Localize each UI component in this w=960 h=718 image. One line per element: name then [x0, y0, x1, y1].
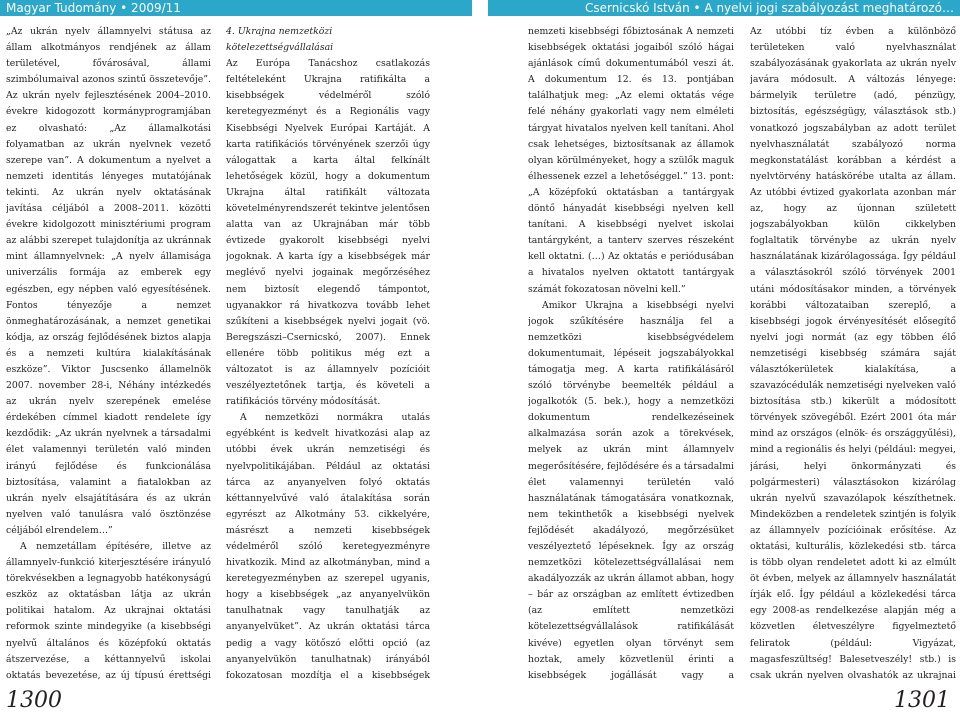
paragraph: „Az ukrán nyelv államnyelvi státusa az állam alkotmányos rendjének az állam területével, fővárosával, állami szimbólumaival azonos szintű összetevője”. Az ukrán nyelv fejlesztésének 2004–2010. évekre kidogozott kormányprogramjában ez olvasható: „Az államalkotási folyamatban az ukrán nyelvnek vezető szerepe van”. A dokumentum a nyelvet a nemzeti identitás lényeges mutatójának tekinti. Az ukrán nyelv oktatásának javítása céljából a 2008–2011. közötti évekre kidolgozott minisztériumi program az alábbi szerepet tulajdonítja az ukránnak mint államnyelvnek: „A nyelv államisága univerzális formája az emberek egy egészben, egy népben való egyesítésének. Fontos tényezője a nemzet önmeghatározásának, a nemzet genetikai kódja, az ország fejlődésének biztos alapja és a nemzeti kultúra kialakításának eszköze”. Viktor Juscsenko államelnök 2007. november 28-i, Néhány intézkedés az ukrán nyelv szerepének emelése érdekében címmel kiadott rendelete így kezdődik: „Az ukrán nyelvnek a társadalmi élet valamennyi területén való minden irányú fejlődése és funkcionálása biztosítása, valamint a fiatalokban az ukrán nyelv elsajátítására és az ukrán nyelven való tanulásra való ösztönzése céljából elrendelem…” — [6, 26, 211, 536]
page-number-left: 1300 — [6, 688, 62, 713]
paragraph: A nemzetközi normákra utalás egyébként is kedvelt hivatkozási alap az utóbbi évek ukrán nemzetiségi és nyelvpolitikájában. Például az oktatási tárca az anyanyelven folyó oktatás kéttannyelvűvé való átalakítása során egyrészt az Alkotmány 53. cikkelyére, másrészt a nemzeti kisebbségek védelméről szóló keretegyezményre hivatkozik. Mind az alkotmányban, mind a keretegyezményben az szerepel ugyanis, hogy a kisebbségek „az anyanyelvükön tanulhatnak vagy tanulhatják az anyanyelvüket”. Az ukrán oktatási tárca pedig a vagy kötőszó előtti opció (az anyanyelvükön tanulhatnak) irányából fokozatosan mozdítja el a kisebbségek — [226, 412, 430, 681]
section-heading: 4. Ukrajna nemzetközi kötelezettségvállalásai — [226, 26, 334, 54]
text-column-2 — [226, 24, 430, 684]
paragraph: nemzeti kisebbségi főbiztosának A nemzeti kisebbségek oktatási jogaiból szóló hágai ajánlások című dokumentumából veszi át. A dokumentum 12. és 13. pontjában találhatjuk meg: „Az elemi oktatás vége felé néhány gyakorlati vagy nem elméleti tárgyat hivatalos nyelven kell tanítani. Ahol csak lehetséges, biztosítsanak az államok olyan körülményeket, hogy a szülők maguk élhessenek ezzel a lehetőséggel.” 13. pont: „A középfokú oktatásban a tantárgyak döntő hányadát kisebbségi nyelven kell tanítani. A kisebbségi nyelvet iskolai tantárgyként, a tanterv szerves részeként kell oktatni. (…) Az oktatás e periódusában a hivatalos nyelven oktatott tantárgyak számát fokozatosan növelni kell.” — [528, 26, 734, 295]
paragraph: Az utóbbi tíz évben a különböző területeken való nyelvhasználat szabályozásának gyakorlata az ukrán nyelv javára módosult. A változás lényege: bármelyik területre (adó, pénzügy, biztosítás, egészségügy, választások stb.) vonatkozó jogszabályban az adott terület nyelvhasználatát szabályozó norma megkonstatálást korábban a kérdést a nyelvtörvény hatáskörébe utalta az állam. Az utóbbi évtized gyakorlata azonban már az, hogy az újonnan született jogszabályokban külön cikkelyben foglaltatik törvénybe az ukrán nyelv használatának kizárólagossága. Így például a választásokról szóló törvények 2001 utáni módosításakor minden, a törvények korábbi változataiban szereplő, a kisebbségi jogok érvényesítését elősegítő nyelvi jogi normát (az egy többen élő nemzetiségi kisebbség számára saját választókerületek kialakítása, a szavazócédulák nemzetiségi nyelveken való biztosítása stb.) kikerült a módosított törvények szövegéből. Ezért 2001 óta már mind az országos (elnök- és országgyűlési), mind a regionális és helyi (például: megyei, járási, helyi önkormányzati és polgármesteri) választásokon kizárólag ukrán nyelvű szavazólapok készíthetnek. Mindeközben a rendeletek szintjén is folyik az államnyelv pozícióinak erősítése. Az oktatási, kulturális, közlekedési stb. tárca is több olyan rendeletet adott ki az elmúlt öt évben, melyek az államnyelv használatát írják elő. Így például a közlekedési tárca egy 2008-as rendelkezése alapján még a közvetlen életveszélyre figyelmeztető feliratok (például: Vigyázat, magasfeszültség! Balesetveszély! stb.) is csak ukrán nyelven olvashatók az ukrajnai — [750, 26, 956, 681]
text-column-4 — [750, 24, 956, 684]
text-column-1 — [6, 24, 211, 684]
paragraph: Az Európa Tanácshoz csatlakozás feltételeként Ukrajna ratifikálta a kisebbségek védelméről szóló keretegyezményt és a Regionális vagy Kisebbségi Nyelvek Európai Kartáját. A karta ratifikációs törvényének szerzői úgy válogattak a karta által felkínált lehetőségek közül, hogy a dokumentum Ukrajna által ratifikált változata követelményrendszerét tekintve jelentősen alatta van az Ukrajnában már több évtizede gyakorolt kisebbségi nyelvi jogoknak. A karta így a kisebbségek már meglévő nyelvi jogainak megőrzéséhez nem biztosít elegendő támpontot, ugyanakkor rá hivatkozva tovább lehet szűkíteni a kisebbségek nyelvi jogait (vö. Beregszászi–Csernicskó, 2007). Ennek ellenére több politikus még ezt a változatot is az államnyelv pozícióit veszélyeztetőnek tartja, és követeli a ratifikációs törvény módosítását. — [226, 58, 430, 408]
paragraph: Amikor Ukrajna a kisebbségi nyelvi jogok szűkítésére használja fel a nemzetközi kisebbségvédelem dokumentumait, lépéseit jogszabályokkal támogatja meg. A karta ratifikálásáról szóló törvénybe beemelték például a jogalkotók (5. bek.), hogy a nemzetközi dokumentum rendelkezéseinek alkalmazása során azok a törekvések, melyek az ukrán mint államnyelv megerősítésére, fejlődésére és a társadalmi élet valamennyi területén való használatának támogatására vonatkoznak, nem tekinthetők a kisebbségi nyelvek fejlődését akadályozó, megőrzésüket veszélyeztető lépéseknek. Így az ország nemzetközi kötelezettségvállalásai nem akadályozzák az ukrán államot abban, hogy – bár az országban az említett évtizedben (az említett nemzetközi kötelezettségvállalások ratifikálását kivéve) egyetlen olyan törvényt sem hoztak, amely közvetlenül érinti a kisebbségek jogállását vagy a — [528, 299, 734, 681]
running-header-left: Magyar Tudomány • 2009/11 — [0, 0, 472, 16]
text-column-3 — [528, 24, 734, 684]
running-header-right: Csernicskó István • A nyelvi jogi szabályozást meghatározó… — [488, 0, 960, 16]
paragraph: A nemzetállam építésére, illetve az államnyelv-funkció kiterjesztésére irányuló törekvésekben a legnagyobb hatékonyságú eszköz az oktatásban látja az ukrán politikai hatalom. Az ukrajnai oktatási reformok szinte mindegyike (a kisebbségi nyelvű általános és középfokú oktatás átszervezése, a kéttannyelvű iskolai oktatás bevezetése, az új típusú érettségi — [6, 541, 211, 681]
page-number-right: 1301 — [894, 688, 950, 713]
